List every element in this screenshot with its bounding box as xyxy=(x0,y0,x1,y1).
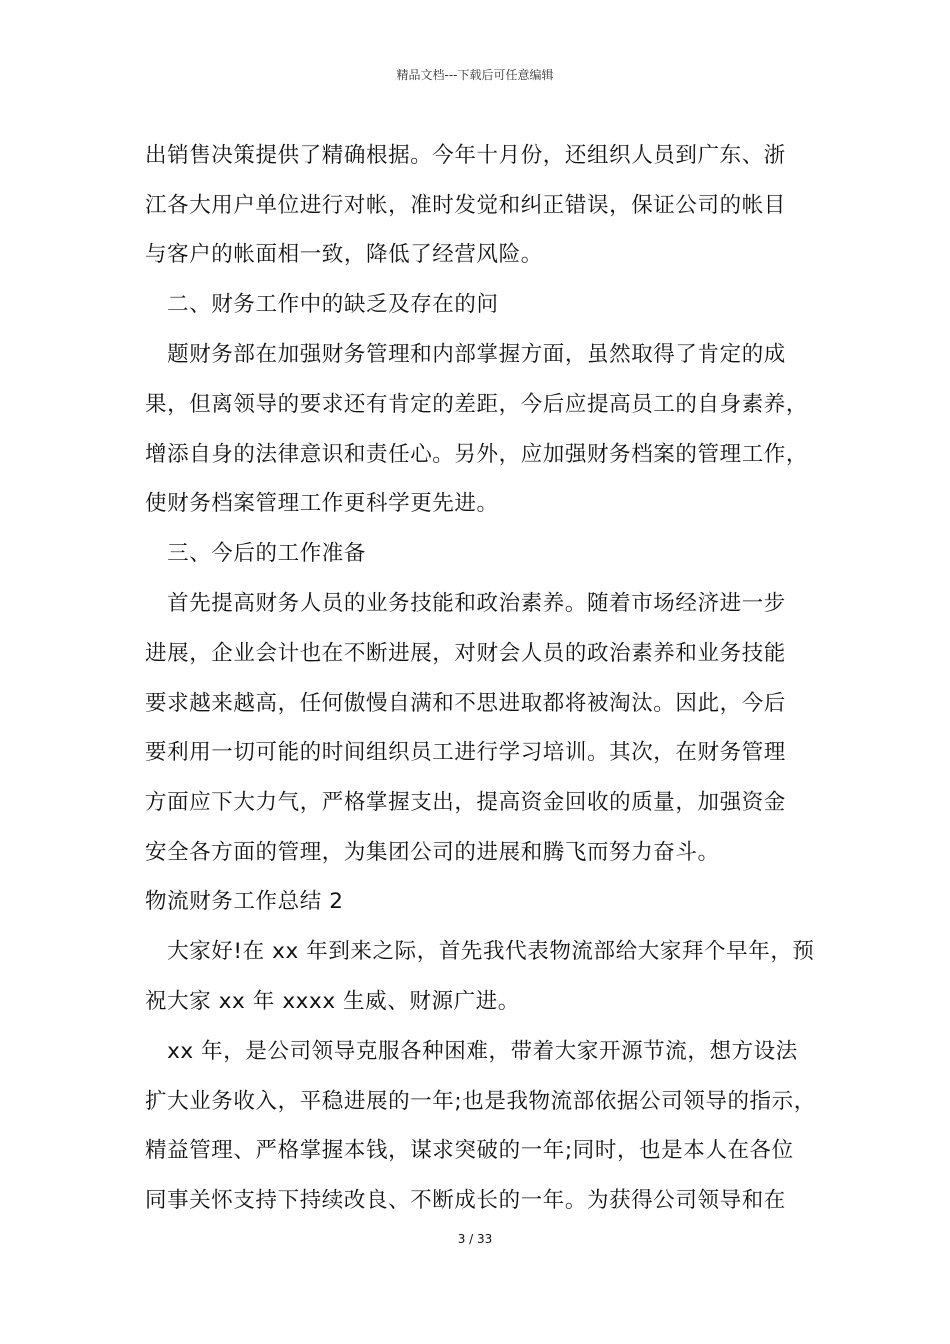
body-line: 要利用一切可能的时间组织员工进行学习培训。其次，在财务管理 xyxy=(145,740,786,765)
body-line: 果，但离领导的要求还有肯定的差距，今后应提高员工的自身素养， xyxy=(145,392,809,417)
section-heading: 二、财务工作中的缺乏及存在的问 xyxy=(145,292,499,317)
body-line: 要求越来越高，任何傲慢自满和不思进取都将被淘汰。因此，今后 xyxy=(145,691,786,716)
body-line: 增添自身的法律意识和责任心。另外，应加强财务档案的管理工作， xyxy=(145,442,809,467)
page-header: 精品文档---下载后可任意编辑 xyxy=(396,68,554,82)
section-heading: 三、今后的工作准备 xyxy=(145,541,367,566)
body-line: 首先提高财务人员的业务技能和政治素养。随着市场经济进一步 xyxy=(145,591,786,616)
page-number: 3 / 33 xyxy=(457,1232,493,1246)
body-line: 江各大用户单位进行对帐，准时发觉和纠正错误，保证公司的帐目 xyxy=(145,193,786,218)
body-line: 与客户的帐面相一致，降低了经营风险。 xyxy=(145,242,543,267)
body-line: 大家好!在 xx 年到来之际，首先我代表物流部给大家拜个早年，预 xyxy=(145,939,815,964)
body-line: 方面应下大力气，严格掌握支出，提高资金回收的质量，加强资金 xyxy=(145,790,786,815)
body-line: 进展，企业会计也在不断进展，对财会人员的政治素养和业务技能 xyxy=(145,641,786,666)
body-line: 安全各方面的管理，为集团公司的进展和腾飞而努力奋斗。 xyxy=(145,840,720,865)
body-line: 使财务档案管理工作更科学更先进。 xyxy=(145,491,499,516)
body-line: 祝大家 xx 年 xxxx 生威、财源广进。 xyxy=(145,989,520,1014)
body-line: xx 年，是公司领导克服各种困难，带着大家开源节流，想方设法 xyxy=(145,1039,798,1064)
body-line: 题财务部在加强财务管理和内部掌握方面，虽然取得了肯定的成 xyxy=(145,342,786,367)
body-line: 出销售决策提供了精确根据。今年十月份，还组织人员到广东、浙 xyxy=(145,143,786,168)
body-line: 同事关怀支持下持续改良、不断成长的一年。为获得公司领导和在 xyxy=(145,1188,786,1213)
body-line: 精益管理、严格掌握本钱，谋求突破的一年;同时，也是本人在各位 xyxy=(145,1138,794,1163)
document-title: 物流财务工作总结 2 xyxy=(145,889,344,914)
body-line: 扩大业务收入，平稳进展的一年;也是我物流部依据公司领导的指示， xyxy=(145,1089,816,1114)
